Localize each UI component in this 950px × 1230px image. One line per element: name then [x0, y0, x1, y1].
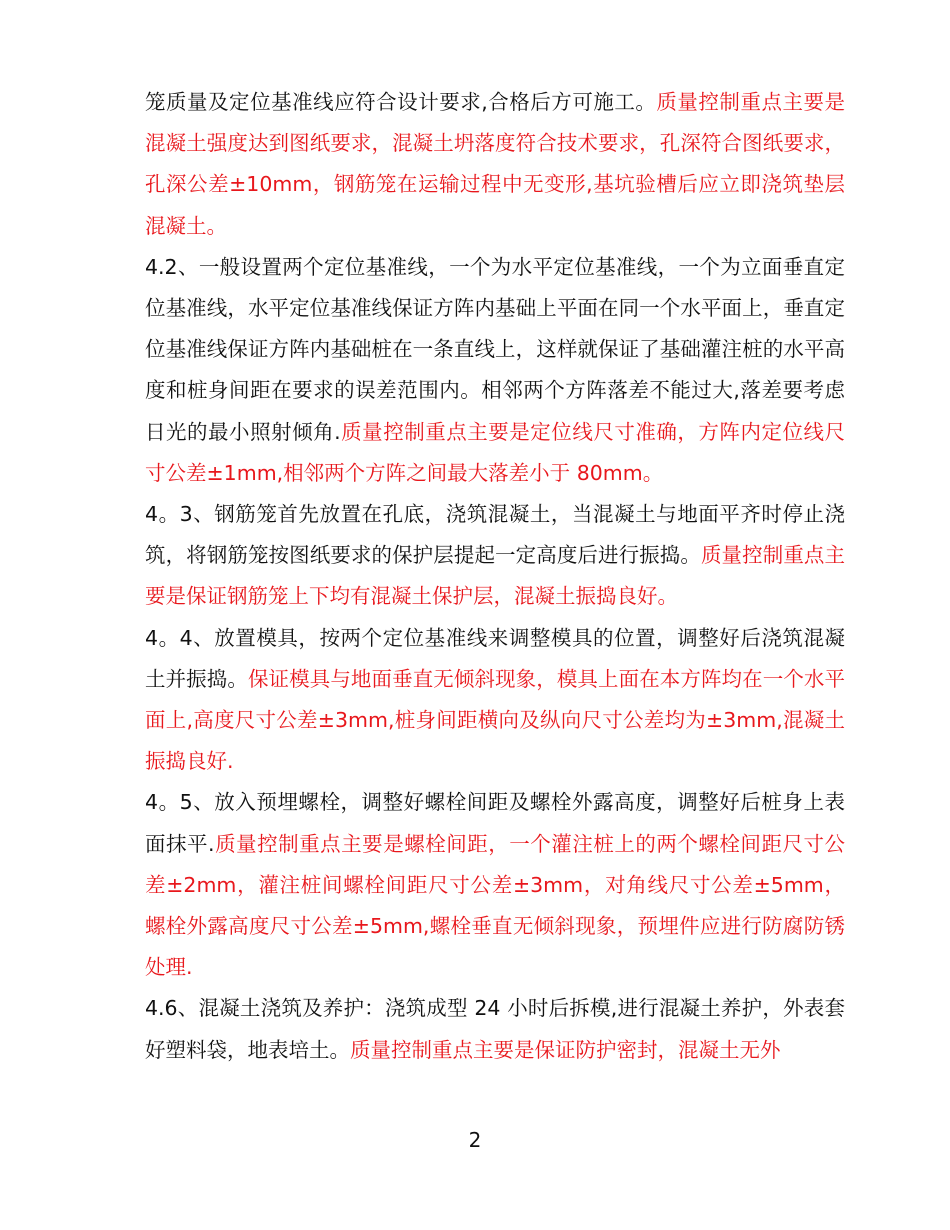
paragraph-4-5-quality-note: 质量控制重点主要是螺栓间距，一个灌注桩上的两个螺栓间距尺寸公差±2mm，灌注桩间螺栓间距尺寸公差±3mm，对角线尺寸公差±5mm，螺栓外露高度尺寸公差±5mm,螺栓垂直无倾斜现象，预埋件应进行防腐防锈处理. — [145, 831, 845, 980]
document-body — [145, 82, 845, 1071]
paragraph-4-6-curing — [145, 988, 845, 1070]
page-number: 2 — [468, 1128, 482, 1152]
paragraph-4-6-text: 4.6、混凝土浇筑及养护：浇筑成型 24 小时后拆模,进行混凝土养护，外表套好塑料袋，地表培土。 — [145, 996, 845, 1062]
paragraph-4-2-text: 4.2、一般设置两个定位基准线，一个为水平定位基准线，一个为立面垂直定位基准线，水平定位基准线保证方阵内基础上平面在同一个水平面上，垂直定位基准线保证方阵内基础桩在一条直线上，这样就保证了基础灌注桩的水平高度和桩身间距在要求的误差范围内。相邻两个方阵落差不能过大,落差要考虑日光的最小照射倾角. — [145, 254, 845, 444]
paragraph-4-4-quality-note: 保证模具与地面垂直无倾斜现象，模具上面在本方阵均在一个水平面上,高度尺寸公差±3mm,桩身间距横向及纵向尺寸公差均为±3mm,混凝土振捣良好. — [145, 666, 846, 774]
paragraph-pile-inspection-quality-note: 质量控制重点主要是混凝土强度达到图纸要求，混凝土坍落度符合技术要求，孔深符合图纸要求，孔深公差±10mm，钢筋笼在运输过程中无变形,基坑验槽后应立即浇筑垫层混凝土。 — [145, 90, 846, 238]
paragraph-4-4-formwork — [145, 618, 845, 783]
paragraph-pile-inspection-text: 笼质量及定位基准线应符合设计要求,合格后方可施工。 — [145, 90, 657, 114]
paragraph-4-2-datum-lines — [145, 247, 845, 494]
paragraph-4-2-quality-note: 质量控制重点主要是定位线尺寸准确，方阵内定位线尺寸公差±1mm,相邻两个方阵之间最大落差小于 80mm。 — [145, 419, 845, 485]
paragraph-4-4-text: 4。4、放置模具，按两个定位基准线来调整模具的位置，调整好后浇筑混凝土并振捣。 — [145, 625, 845, 691]
paragraph-4-6-quality-note: 质量控制重点主要是保证防护密封，混凝土无外 — [350, 1037, 781, 1062]
paragraph-pile-inspection — [145, 82, 845, 247]
paragraph-4-5-anchor-bolts — [145, 782, 845, 988]
paragraph-4-3-rebar-cage — [145, 494, 845, 618]
paragraph-4-3-quality-note: 质量控制重点主要是保证钢筋笼上下均有混凝土保护层，混凝土振捣良好。 — [145, 543, 845, 609]
paragraph-4-5-text: 4。5、放入预埋螺栓，调整好螺栓间距及螺栓外露高度，调整好后桩身上表面抹平. — [145, 790, 845, 856]
paragraph-4-3-text: 4。3、钢筋笼首先放置在孔底，浇筑混凝土，当混凝土与地面平齐时停止浇筑，将钢筋笼按图纸要求的保护层提起一定高度后进行振捣。 — [145, 502, 845, 568]
